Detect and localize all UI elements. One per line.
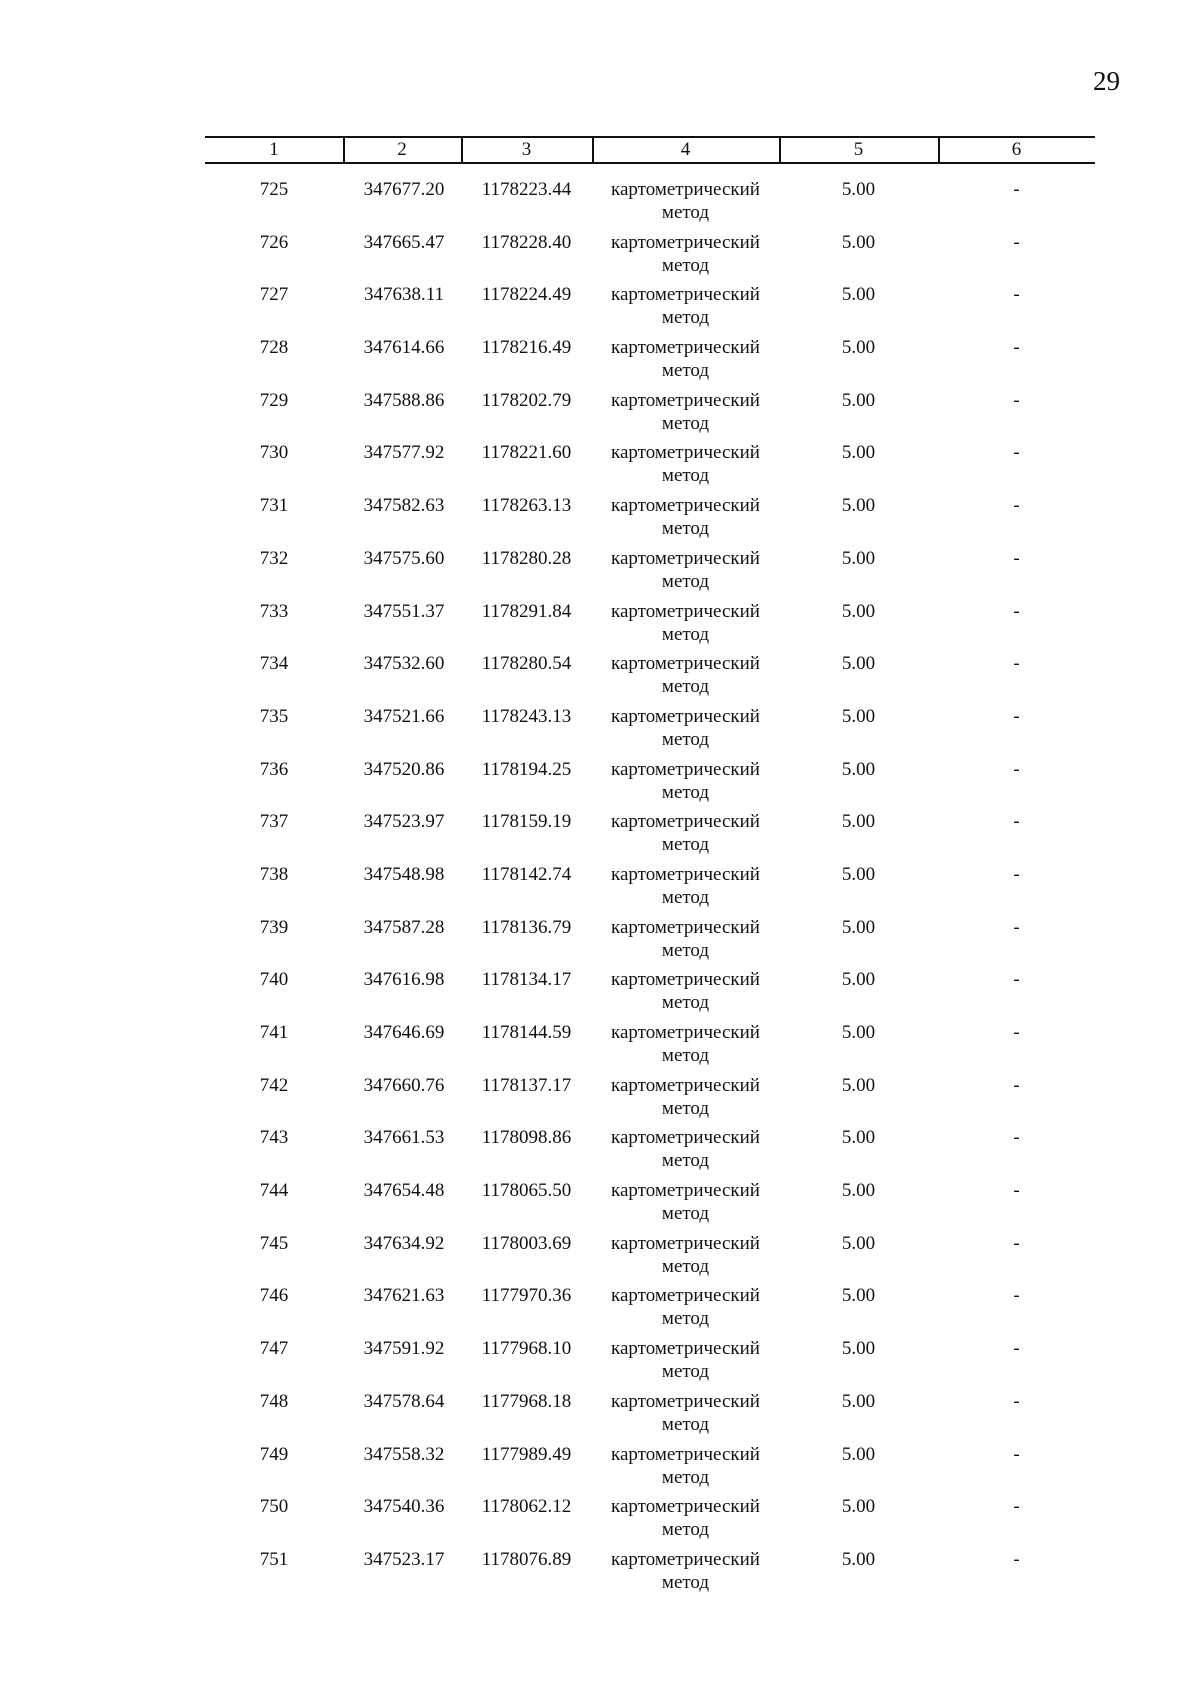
method-line-2: метод [661, 570, 710, 592]
point-number-cell: 743 [259, 1127, 289, 1149]
table-row [205, 1337, 1095, 1390]
method-cell [592, 968, 779, 1014]
y-coordinate-cell: 1178098.86 [481, 1127, 572, 1149]
y-coordinate-cell: 1177970.36 [481, 1285, 572, 1307]
table-row [205, 810, 1095, 863]
x-coordinate-cell: 347638.11 [363, 284, 445, 306]
x-coordinate-cell: 347523.17 [363, 1548, 445, 1570]
accuracy-cell: 5.00 [841, 600, 876, 622]
accuracy-cell: 5.00 [841, 811, 876, 833]
method-line-2: метод [661, 1097, 710, 1119]
table-row [205, 1179, 1095, 1232]
point-number-cell: 748 [259, 1390, 289, 1412]
y-coordinate-cell: 1178003.69 [481, 1232, 572, 1254]
x-coordinate-cell: 347523.97 [363, 811, 445, 833]
x-coordinate-cell: 347548.98 [363, 863, 445, 885]
point-number-cell: 751 [259, 1548, 289, 1570]
method-line-2: метод [661, 254, 710, 276]
accuracy-cell: 5.00 [841, 337, 876, 359]
description-cell: - [1013, 600, 1020, 622]
description-cell: - [1013, 389, 1020, 411]
method-line-2: метод [661, 1045, 710, 1066]
accuracy-cell: 5.00 [841, 705, 876, 727]
x-coordinate-cell: 347578.64 [363, 1390, 445, 1412]
point-number-cell: 747 [259, 1338, 289, 1360]
y-coordinate-cell: 1178062.12 [481, 1496, 572, 1518]
method-line-2: метод [661, 939, 710, 961]
y-coordinate-cell: 1178224.49 [481, 284, 572, 306]
accuracy-cell: 5.00 [841, 389, 876, 411]
method-cell [592, 336, 779, 382]
x-coordinate-cell: 347588.86 [363, 389, 445, 411]
point-number-cell: 750 [259, 1496, 289, 1518]
description-cell: - [1013, 442, 1020, 464]
y-coordinate-cell: 1178280.54 [481, 653, 572, 675]
method-cell [592, 441, 779, 487]
method-cell [592, 1179, 779, 1225]
accuracy-cell: 5.00 [841, 231, 876, 253]
table-row [205, 231, 1095, 284]
y-coordinate-cell: 1178263.13 [481, 495, 572, 517]
description-cell: - [1013, 1443, 1020, 1465]
point-number-cell: 744 [259, 1180, 289, 1202]
table-row [205, 336, 1095, 389]
method-line-1: картометрический [611, 1548, 760, 1570]
description-cell: - [1013, 1285, 1020, 1307]
table-row [205, 441, 1095, 494]
accuracy-cell: 5.00 [841, 1338, 876, 1360]
table-row [205, 178, 1095, 231]
x-coordinate-cell: 347575.60 [363, 547, 445, 569]
method-line-1: картометрический [611, 1022, 760, 1043]
description-cell: - [1013, 705, 1020, 727]
description-cell: - [1013, 1232, 1020, 1254]
x-coordinate-cell: 347521.66 [363, 705, 445, 727]
point-number-cell: 745 [259, 1232, 289, 1254]
description-cell: - [1013, 1390, 1020, 1412]
accuracy-cell: 5.00 [841, 863, 876, 885]
point-number-cell: 740 [259, 969, 289, 991]
x-coordinate-cell: 347660.76 [363, 1074, 445, 1096]
method-line-1: картометрический [611, 1390, 760, 1412]
x-coordinate-cell: 347634.92 [363, 1232, 445, 1254]
accuracy-cell: 5.00 [841, 547, 876, 569]
method-line-2: метод [661, 1466, 710, 1488]
point-number-cell: 726 [259, 231, 289, 253]
accuracy-cell: 5.00 [841, 1443, 876, 1465]
table-row [205, 1548, 1095, 1601]
accuracy-cell: 5.00 [841, 758, 876, 780]
method-line-1: картометрический [611, 653, 760, 675]
table-row [205, 1443, 1095, 1496]
method-line-2: метод [661, 1519, 710, 1541]
x-coordinate-cell: 347520.86 [363, 758, 445, 780]
table-row [205, 1495, 1095, 1548]
y-coordinate-cell: 1178216.49 [481, 337, 572, 359]
accuracy-cell: 5.00 [841, 916, 876, 938]
method-line-1: картометрический [611, 1285, 760, 1307]
description-cell: - [1013, 811, 1020, 833]
y-coordinate-cell: 1178202.79 [481, 389, 572, 411]
point-number-cell: 730 [259, 442, 289, 464]
method-cell [592, 1232, 779, 1278]
x-coordinate-cell: 347551.37 [363, 600, 445, 622]
method-line-1: картометрический [611, 389, 760, 411]
accuracy-cell: 5.00 [841, 1232, 876, 1254]
method-line-1: картометрический [611, 284, 760, 306]
method-line-2: метод [661, 1203, 710, 1225]
table-row [205, 968, 1095, 1021]
table-row [205, 916, 1095, 969]
method-cell [592, 389, 779, 435]
method-line-1: картометрический [611, 1443, 760, 1465]
coordinates-table [205, 136, 1095, 1601]
point-number-cell: 729 [259, 389, 289, 411]
description-cell: - [1013, 1074, 1020, 1096]
table-row [205, 652, 1095, 705]
method-cell [592, 494, 779, 540]
point-number-cell: 734 [259, 653, 289, 675]
description-cell: - [1013, 1180, 1020, 1202]
x-coordinate-cell: 347558.32 [363, 1443, 445, 1465]
table-row [205, 389, 1095, 442]
y-coordinate-cell: 1178134.17 [481, 969, 572, 991]
accuracy-cell: 5.00 [841, 442, 876, 464]
method-cell [592, 1443, 779, 1489]
y-coordinate-cell: 1178076.89 [481, 1548, 572, 1570]
description-cell: - [1013, 231, 1020, 253]
method-cell [592, 810, 779, 856]
x-coordinate-cell: 347654.48 [363, 1180, 445, 1202]
method-line-2: метод [661, 1150, 710, 1172]
method-line-1: картометрический [611, 600, 760, 622]
accuracy-cell: 5.00 [841, 179, 876, 200]
table-row [205, 1390, 1095, 1443]
table-row [205, 1232, 1095, 1285]
method-line-2: метод [661, 1255, 710, 1277]
accuracy-cell: 5.00 [841, 284, 876, 306]
method-line-1: картометрический [611, 547, 760, 569]
x-coordinate-cell: 347577.92 [363, 442, 445, 464]
y-coordinate-cell: 1177968.18 [481, 1390, 572, 1412]
method-line-2: метод [661, 412, 710, 434]
table-row [205, 600, 1095, 653]
point-number-cell: 735 [259, 705, 289, 727]
column-header-3: 3 [461, 138, 594, 162]
method-cell [592, 1021, 779, 1067]
accuracy-cell: 5.00 [841, 1496, 876, 1518]
accuracy-cell: 5.00 [841, 1285, 876, 1307]
method-line-1: картометрический [611, 705, 760, 727]
description-cell: - [1013, 337, 1020, 359]
method-line-2: метод [661, 781, 710, 803]
method-cell [592, 1495, 779, 1541]
method-line-1: картометрический [611, 1496, 760, 1518]
page-number: 29 [1093, 66, 1120, 96]
y-coordinate-cell: 1177989.49 [481, 1443, 572, 1465]
method-line-1: картометрический [611, 337, 760, 359]
accuracy-cell: 5.00 [841, 969, 876, 991]
table-row [205, 863, 1095, 916]
description-cell: - [1013, 547, 1020, 569]
method-line-1: картометрический [611, 1127, 760, 1149]
table-row [205, 547, 1095, 600]
y-coordinate-cell: 1178280.28 [481, 547, 572, 569]
description-cell: - [1013, 1127, 1020, 1149]
table-row [205, 1126, 1095, 1179]
point-number-cell: 731 [259, 495, 289, 517]
accuracy-cell: 5.00 [841, 1022, 876, 1043]
method-line-2: метод [661, 728, 710, 750]
method-line-2: метод [661, 202, 710, 223]
description-cell: - [1013, 969, 1020, 991]
method-cell [592, 1126, 779, 1172]
method-cell [592, 758, 779, 804]
table-row [205, 758, 1095, 811]
method-cell [592, 283, 779, 329]
method-cell [592, 705, 779, 751]
x-coordinate-cell: 347621.63 [363, 1285, 445, 1307]
method-line-1: картометрический [611, 969, 760, 991]
x-coordinate-cell: 347614.66 [363, 337, 445, 359]
method-line-2: метод [661, 623, 710, 645]
method-line-1: картометрический [611, 231, 760, 253]
method-line-1: картометрический [611, 916, 760, 938]
point-number-cell: 737 [259, 811, 289, 833]
point-number-cell: 742 [259, 1074, 289, 1096]
method-line-2: метод [661, 886, 710, 908]
x-coordinate-cell: 347646.69 [363, 1022, 445, 1043]
method-cell [592, 178, 779, 224]
description-cell: - [1013, 863, 1020, 885]
method-line-2: метод [661, 1571, 710, 1593]
table-body [205, 178, 1095, 1601]
description-cell: - [1013, 495, 1020, 517]
point-number-cell: 727 [259, 284, 289, 306]
x-coordinate-cell: 347591.92 [363, 1338, 445, 1360]
method-line-2: метод [661, 307, 710, 329]
point-number-cell: 746 [259, 1285, 289, 1307]
method-line-2: метод [661, 1361, 710, 1383]
method-line-2: метод [661, 1413, 710, 1435]
point-number-cell: 749 [259, 1443, 289, 1465]
accuracy-cell: 5.00 [841, 1548, 876, 1570]
table-row [205, 283, 1095, 336]
table-header-row [205, 136, 1095, 164]
x-coordinate-cell: 347616.98 [363, 969, 445, 991]
method-line-1: картометрический [611, 442, 760, 464]
method-line-1: картометрический [611, 758, 760, 780]
method-cell [592, 231, 779, 277]
point-number-cell: 736 [259, 758, 289, 780]
y-coordinate-cell: 1178221.60 [481, 442, 572, 464]
description-cell: - [1013, 284, 1020, 306]
method-line-2: метод [661, 834, 710, 856]
column-header-1: 1 [205, 138, 345, 162]
y-coordinate-cell: 1178159.19 [481, 811, 572, 833]
method-cell [592, 1548, 779, 1594]
point-number-cell: 728 [259, 337, 289, 359]
method-line-1: картометрический [611, 1232, 760, 1254]
table-row [205, 494, 1095, 547]
method-line-2: метод [661, 1308, 710, 1330]
method-line-2: метод [661, 518, 710, 540]
y-coordinate-cell: 1178243.13 [481, 705, 572, 727]
point-number-cell: 741 [259, 1022, 289, 1043]
method-cell [592, 652, 779, 698]
table-row [205, 1021, 1095, 1074]
method-cell [592, 863, 779, 909]
point-number-cell: 732 [259, 547, 289, 569]
y-coordinate-cell: 1178228.40 [481, 231, 572, 253]
accuracy-cell: 5.00 [841, 1180, 876, 1202]
column-header-2: 2 [343, 138, 463, 162]
y-coordinate-cell: 1177968.10 [481, 1338, 572, 1360]
description-cell: - [1013, 653, 1020, 675]
description-cell: - [1013, 1548, 1020, 1570]
point-number-cell: 739 [259, 916, 289, 938]
point-number-cell: 733 [259, 600, 289, 622]
y-coordinate-cell: 1178291.84 [481, 600, 572, 622]
y-coordinate-cell: 1178144.59 [481, 1022, 572, 1043]
method-line-1: картометрический [611, 179, 760, 200]
column-header-5: 5 [779, 138, 940, 162]
method-line-2: метод [661, 465, 710, 487]
method-cell [592, 1074, 779, 1120]
method-cell [592, 600, 779, 646]
description-cell: - [1013, 179, 1020, 200]
x-coordinate-cell: 347665.47 [363, 231, 445, 253]
x-coordinate-cell: 347582.63 [363, 495, 445, 517]
x-coordinate-cell: 347677.20 [363, 179, 445, 200]
method-cell [592, 1337, 779, 1383]
accuracy-cell: 5.00 [841, 1127, 876, 1149]
point-number-cell: 725 [259, 179, 289, 200]
x-coordinate-cell: 347587.28 [363, 916, 445, 938]
y-coordinate-cell: 1178142.74 [481, 863, 572, 885]
y-coordinate-cell: 1178223.44 [481, 179, 572, 200]
method-cell [592, 1284, 779, 1330]
description-cell: - [1013, 758, 1020, 780]
method-cell [592, 547, 779, 593]
x-coordinate-cell: 347532.60 [363, 653, 445, 675]
column-header-4: 4 [592, 138, 781, 162]
point-number-cell: 738 [259, 863, 289, 885]
column-header-6: 6 [1011, 139, 1022, 160]
accuracy-cell: 5.00 [841, 653, 876, 675]
method-line-1: картометрический [611, 1074, 760, 1096]
y-coordinate-cell: 1178194.25 [481, 758, 572, 780]
method-line-1: картометрический [611, 863, 760, 885]
table-row [205, 1074, 1095, 1127]
accuracy-cell: 5.00 [841, 1390, 876, 1412]
x-coordinate-cell: 347540.36 [363, 1496, 445, 1518]
accuracy-cell: 5.00 [841, 1074, 876, 1096]
description-cell: - [1013, 1022, 1020, 1043]
accuracy-cell: 5.00 [841, 495, 876, 517]
y-coordinate-cell: 1178065.50 [481, 1180, 572, 1202]
description-cell: - [1013, 1338, 1020, 1360]
method-cell [592, 1390, 779, 1436]
table-row [205, 1284, 1095, 1337]
method-line-1: картометрический [611, 1180, 760, 1202]
method-line-1: картометрический [611, 811, 760, 833]
x-coordinate-cell: 347661.53 [363, 1127, 445, 1149]
description-cell: - [1013, 916, 1020, 938]
description-cell: - [1013, 1496, 1020, 1518]
method-line-1: картометрический [611, 1338, 760, 1360]
method-cell [592, 916, 779, 962]
y-coordinate-cell: 1178136.79 [481, 916, 572, 938]
method-line-2: метод [661, 360, 710, 382]
y-coordinate-cell: 1178137.17 [481, 1074, 572, 1096]
table-row [205, 705, 1095, 758]
method-line-2: метод [661, 676, 710, 698]
method-line-2: метод [661, 992, 710, 1014]
method-line-1: картометрический [611, 495, 760, 517]
